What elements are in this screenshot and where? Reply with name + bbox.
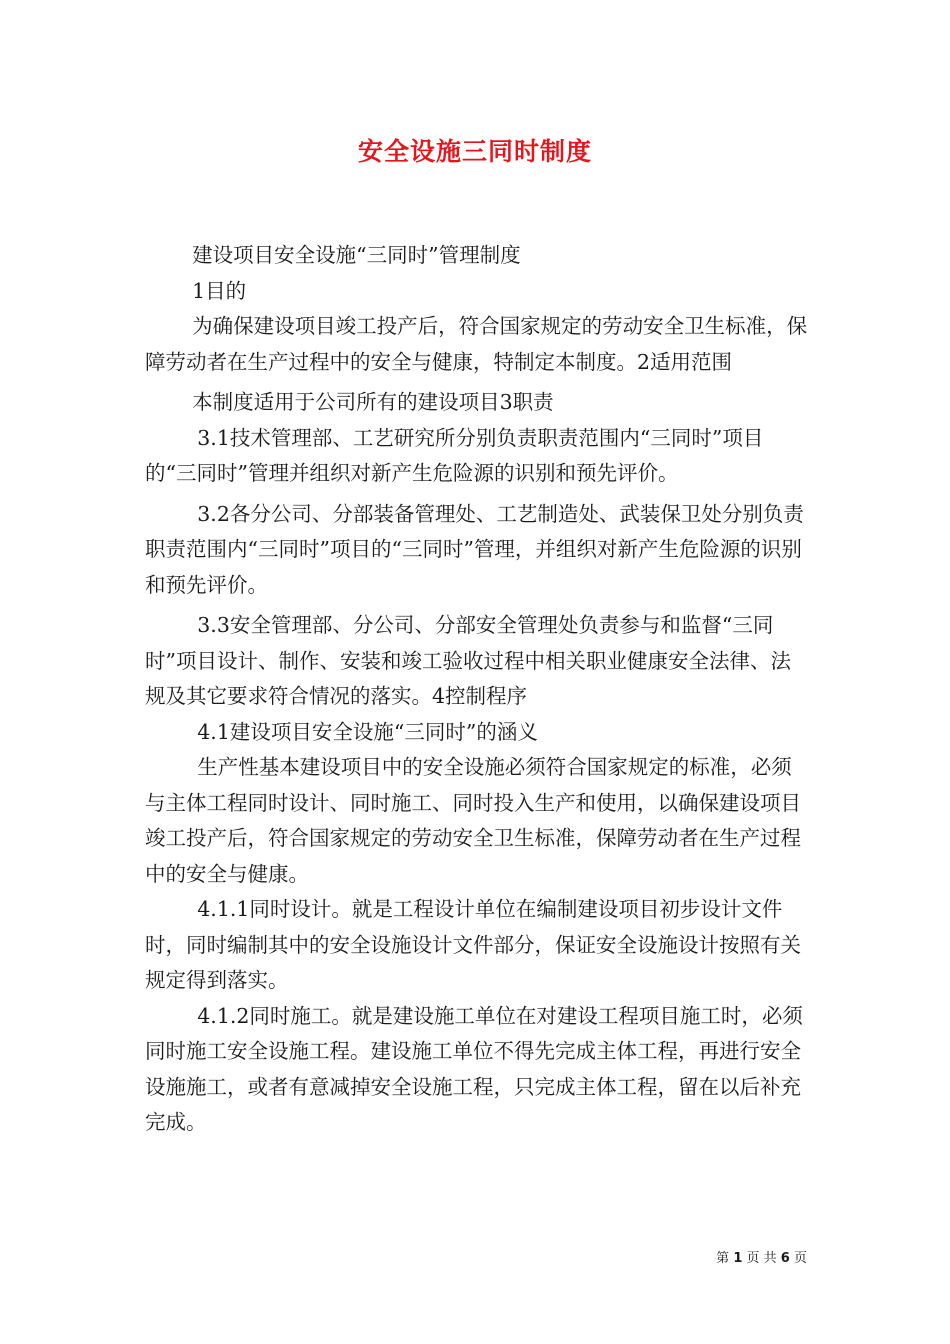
paragraph-4-1-1: 4.1.1同时设计。就是工程设计单位在编制建设项目初步设计文件时，同时编制其中的安全设施设计文件部分，保证安全设施设计按照有关规定得到落实。 (145, 897, 801, 992)
paragraph-4-1: 4.1建设项目安全设施“三同时”的涵义 (197, 719, 538, 744)
paragraph-scope: 本制度适用于公司所有的建设项目3职责 (192, 390, 554, 414)
paragraph-4-1-2: 4.1.2同时施工。就是建设施工单位在对建设工程项目施工时，必须同时施工安全设施工程。建设施工单位不得先完成主体工程，再进行安全设施施工，或者有意减掉安全设施工程，只完成主体工程，留在以后补充完成。 (145, 1003, 803, 1134)
paragraph-3-3: 3.3安全管理部、分公司、分部安全管理处负责参与和监督“三同时”项目设计、制作、安装和竣工验收过程中相关职业健康安全法律、法规及其它要求符合情况的落实。4控制程序 (145, 613, 791, 708)
footer-prefix: 第 (716, 1251, 730, 1266)
paragraph-3-1: 3.1技术管理部、工艺研究所分别负责职责范围内“三同时”项目的“三同时”管理并组织对新产生危险源的识别和预先评价。 (145, 425, 764, 485)
paragraph-4-1-body: 生产性基本建设项目中的安全设施必须符合国家规定的标准，必须与主体工程同时设计、同时施工、同时投入生产和使用，以确保建设项目竣工投产后，符合国家规定的劳动安全卫生标准，保障劳动者在生产过程中的安全与健康。 (145, 755, 801, 886)
footer-current-page: 1 (733, 1251, 743, 1266)
footer-total-pages: 6 (780, 1251, 790, 1266)
document-title: 安全设施三同时制度 (357, 137, 592, 166)
footer-middle: 页 共 (746, 1251, 777, 1266)
paragraph-3-2: 3.2各分公司、分部装备管理处、工艺制造处、武装保卫处分别负责职责范围内“三同时”项目的“三同时”管理，并组织对新产生危险源的识别和预先评价。 (145, 501, 804, 597)
footer-suffix: 页 (793, 1251, 807, 1266)
paragraph-heading: 建设项目安全设施“三同时”管理制度 (192, 243, 521, 267)
paragraph-section-1: 1目的 (192, 278, 247, 303)
page-number-footer (716, 1247, 807, 1266)
paragraph-purpose: 为确保建设项目竣工投产后，符合国家规定的劳动安全卫生标准，保障劳动者在生产过程中的安全与健康，特制定本制度。2适用范围 (145, 314, 808, 374)
document-body (145, 238, 810, 1141)
